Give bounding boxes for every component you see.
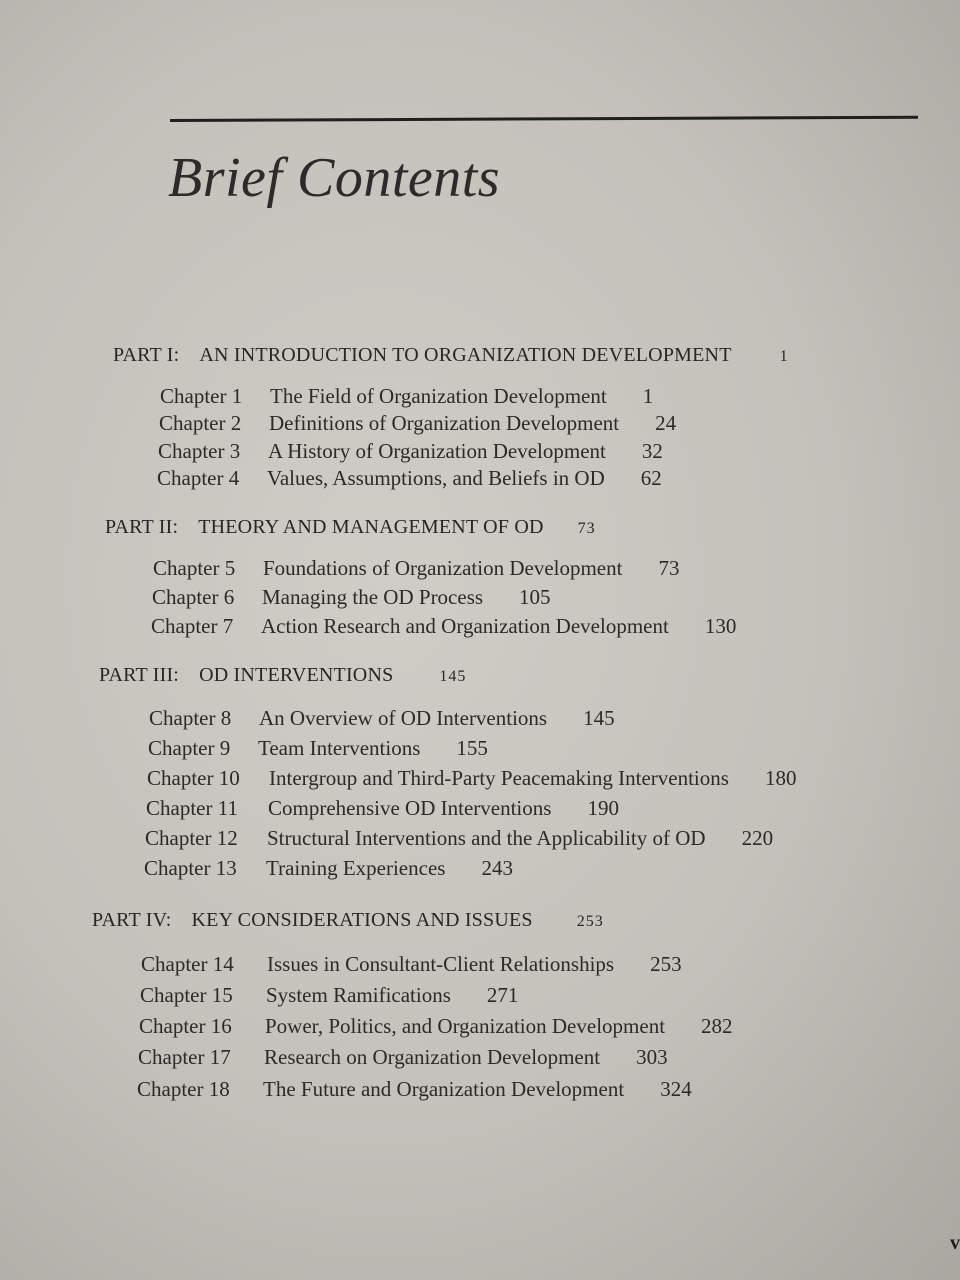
chapter-title: Structural Interventions and the Applicability of OD <box>267 826 706 850</box>
chapter-page-number: 62 <box>640 466 662 490</box>
chapter-label: Chapter 7 <box>151 614 234 638</box>
chapter-label: Chapter 8 <box>149 706 232 730</box>
page-title: Brief Contents <box>168 147 501 209</box>
chapter-label: Chapter 4 <box>157 466 240 490</box>
chapter-page-number: 145 <box>583 706 615 730</box>
chapter-label: Chapter 5 <box>153 556 236 580</box>
chapter-entry <box>152 585 551 610</box>
chapter-title: A History of Organization Development <box>268 439 606 463</box>
chapter-page-number: 253 <box>650 952 682 976</box>
chapter-label: Chapter 17 <box>138 1045 231 1069</box>
chapter-entry <box>140 983 518 1008</box>
chapter-page-number: 324 <box>660 1077 692 1101</box>
chapter-title: Foundations of Organization Development <box>263 556 623 580</box>
chapter-page-number: 32 <box>641 439 663 463</box>
chapter-page-number: 243 <box>481 856 513 880</box>
chapter-title: Comprehensive OD Interventions <box>268 796 552 820</box>
chapter-entry <box>147 766 796 791</box>
part-heading <box>113 344 789 367</box>
chapter-label: Chapter 6 <box>152 585 235 609</box>
chapter-entry <box>144 856 513 881</box>
chapter-page-number: 105 <box>519 585 551 609</box>
page-folio: v <box>950 1232 960 1254</box>
chapter-title: System Ramifications <box>266 983 451 1007</box>
chapter-page-number: 303 <box>636 1045 668 1069</box>
chapter-title: Intergroup and Third-Party Peacemaking Interventions <box>269 766 729 790</box>
chapter-label: Chapter 11 <box>146 796 238 820</box>
chapter-label: Chapter 15 <box>140 983 233 1007</box>
chapter-title: The Field of Organization Development <box>270 384 607 408</box>
part-title: OD INTERVENTIONS <box>199 664 394 686</box>
chapter-title: Managing the OD Process <box>262 585 484 609</box>
chapter-entry <box>159 411 676 436</box>
chapter-title: Values, Assumptions, and Beliefs in OD <box>267 466 605 490</box>
part-page-number: 145 <box>439 668 467 685</box>
chapter-label: Chapter 18 <box>137 1077 230 1101</box>
chapter-title: Definitions of Organization Development <box>269 411 620 435</box>
chapter-entry <box>146 796 619 821</box>
chapter-label: Chapter 9 <box>148 736 231 760</box>
chapter-label: Chapter 12 <box>145 826 238 850</box>
chapter-entry <box>141 952 682 977</box>
chapter-page-number: 282 <box>701 1014 733 1038</box>
chapter-title: Power, Politics, and Organization Development <box>265 1014 666 1038</box>
chapter-title: An Overview of OD Interventions <box>259 706 548 730</box>
chapter-label: Chapter 3 <box>158 439 241 463</box>
chapter-page-number: 24 <box>655 411 677 435</box>
chapter-label: Chapter 1 <box>160 384 243 408</box>
chapter-label: Chapter 10 <box>147 766 240 790</box>
part-page-number: 1 <box>779 348 789 365</box>
chapter-entry <box>153 556 679 581</box>
chapter-entry <box>138 1045 668 1070</box>
chapter-page-number: 155 <box>456 736 488 760</box>
part-page-number: 73 <box>577 520 596 537</box>
chapter-title: Action Research and Organization Development <box>261 614 669 638</box>
chapter-entry <box>160 384 653 409</box>
part-heading <box>92 909 604 932</box>
chapter-entry <box>158 439 663 464</box>
chapter-page-number: 220 <box>741 826 774 850</box>
chapter-title: Training Experiences <box>266 856 446 880</box>
chapter-entry <box>157 466 662 491</box>
part-title: KEY CONSIDERATIONS AND ISSUES <box>191 909 533 931</box>
chapter-entry <box>151 614 736 639</box>
chapter-page-number: 271 <box>486 983 519 1007</box>
chapter-title: Team Interventions <box>258 736 421 760</box>
chapter-page-number: 73 <box>658 556 680 580</box>
part-title: THEORY AND MANAGEMENT OF OD <box>198 516 544 538</box>
part-label: PART III: <box>99 664 180 686</box>
chapter-title: Research on Organization Development <box>264 1045 601 1069</box>
part-page-number: 253 <box>576 913 604 930</box>
chapter-label: Chapter 13 <box>144 856 237 880</box>
chapter-label: Chapter 14 <box>141 952 234 976</box>
chapter-label: Chapter 2 <box>159 411 242 435</box>
chapter-entry <box>139 1014 733 1039</box>
chapter-label: Chapter 16 <box>139 1014 232 1038</box>
chapter-entry <box>149 706 615 731</box>
chapter-page-number: 190 <box>587 796 619 820</box>
part-heading <box>105 516 596 539</box>
part-label: PART IV: <box>92 909 172 931</box>
chapter-page-number: 130 <box>704 614 737 638</box>
chapter-entry <box>148 736 488 761</box>
chapter-title: The Future and Organization Development <box>263 1077 625 1101</box>
chapter-page-number: 180 <box>764 766 797 790</box>
chapter-title: Issues in Consultant-Client Relationships <box>267 952 615 976</box>
chapter-entry <box>137 1077 692 1102</box>
part-title: AN INTRODUCTION TO ORGANIZATION DEVELOPMENT <box>199 344 732 366</box>
part-label: PART II: <box>105 516 179 538</box>
part-heading <box>99 664 466 687</box>
chapter-entry <box>145 826 773 851</box>
chapter-page-number: 1 <box>642 384 654 408</box>
part-label: PART I: <box>113 344 180 366</box>
